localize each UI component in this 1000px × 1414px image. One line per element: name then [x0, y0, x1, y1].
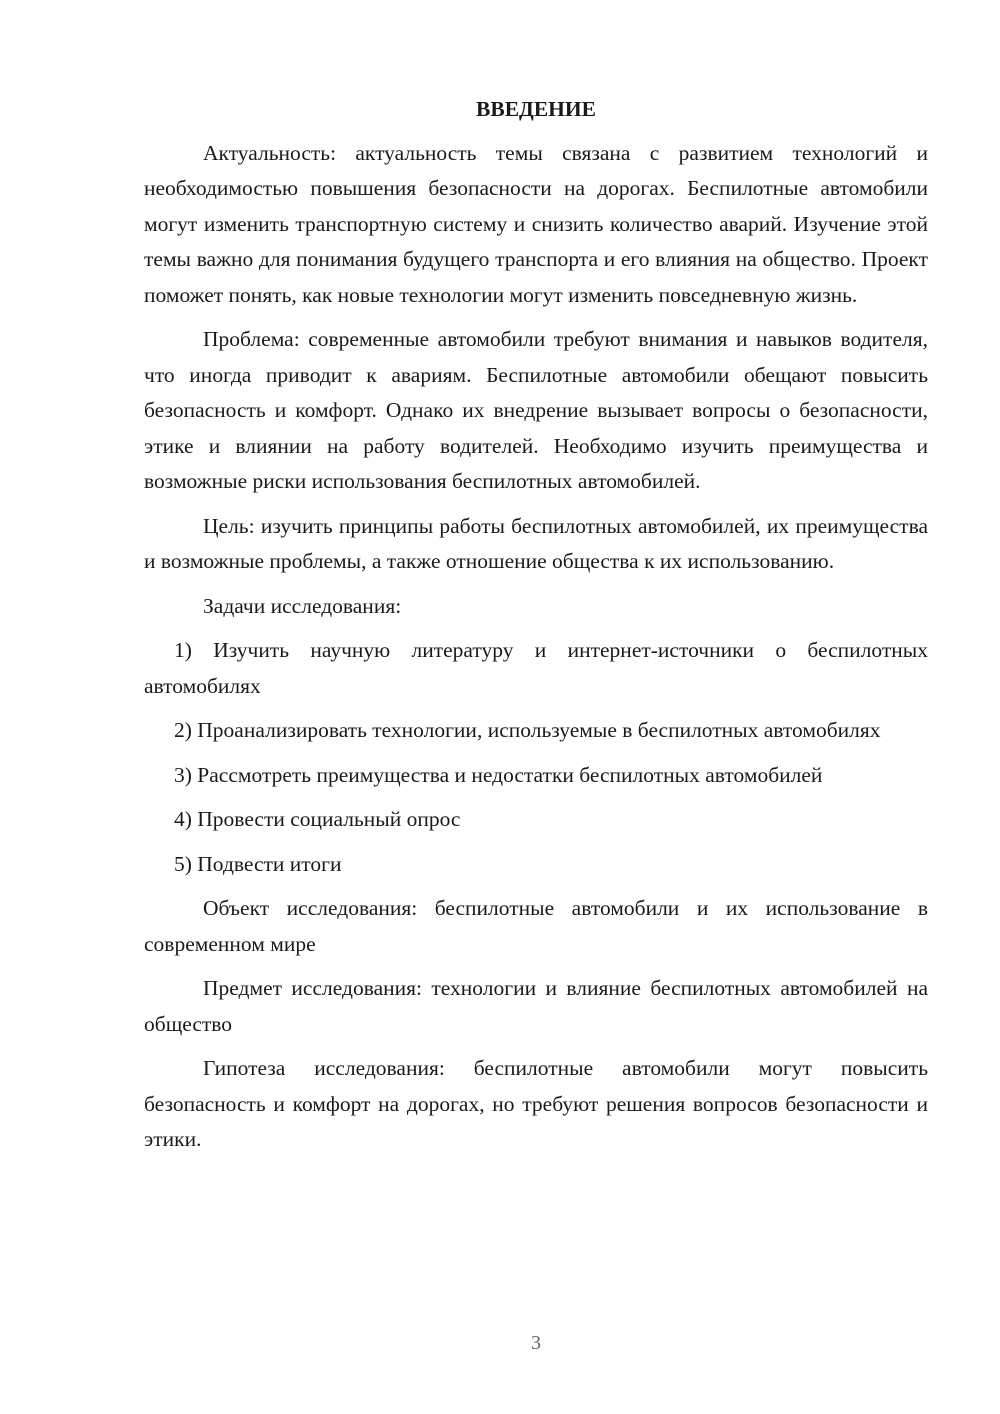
paragraph-relevance: Актуальность: актуальность темы связана с развитием технологий и необходимостью повышения безопасности на дорогах. Беспилотные автомобили могут изменить транспортную систему и снизить количество аварий. Изучение этой темы важно для понимания будущего транспорта и его влияния на общество. Проект поможет понять, как новые технологии могут изменить повседневную жизнь.: [144, 140, 928, 307]
paragraph-subject: Предмет исследования: технологии и влияние беспилотных автомобилей на общество: [144, 976, 928, 1036]
task-item: 5) Подвести итоги: [174, 851, 342, 876]
task-item: 3) Рассмотреть преимущества и недостатки беспилотных автомобилей: [174, 762, 823, 787]
page-content: [144, 92, 928, 1167]
page-title: ВВЕДЕНИЕ: [476, 97, 596, 121]
paragraph-object: Объект исследования: беспилотные автомобили и их использование в современном мире: [144, 896, 928, 956]
tasks-heading: Задачи исследования:: [203, 593, 402, 618]
page-number: 3: [531, 1332, 541, 1354]
task-item: 1) Изучить научную литературу и интернет-источники о беспилотных автомобилях: [144, 638, 928, 698]
paragraph-hypothesis: Гипотеза исследования: беспилотные автомобили могут повысить безопасность и комфорт на дорогах, но требуют решения вопросов безопасности и этики.: [144, 1056, 928, 1151]
paragraph-problem: Проблема: современные автомобили требуют внимания и навыков водителя, что иногда приводит к авариям. Беспилотные автомобили обещают повысить безопасность и комфорт. Однако их внедрение вызывает вопросы о безопасности, этике и влиянии на работу водителей. Необходимо изучить преимущества и возможные риски использования беспилотных автомобилей.: [144, 327, 928, 493]
task-item: 4) Провести социальный опрос: [174, 807, 461, 831]
paragraph-goal: Цель: изучить принципы работы беспилотных автомобилей, их преимущества и возможные проблемы, а также отношение общества к их использованию.: [144, 513, 928, 573]
task-item: 2) Проанализировать технологии, используемые в беспилотных автомобилях: [174, 718, 881, 742]
